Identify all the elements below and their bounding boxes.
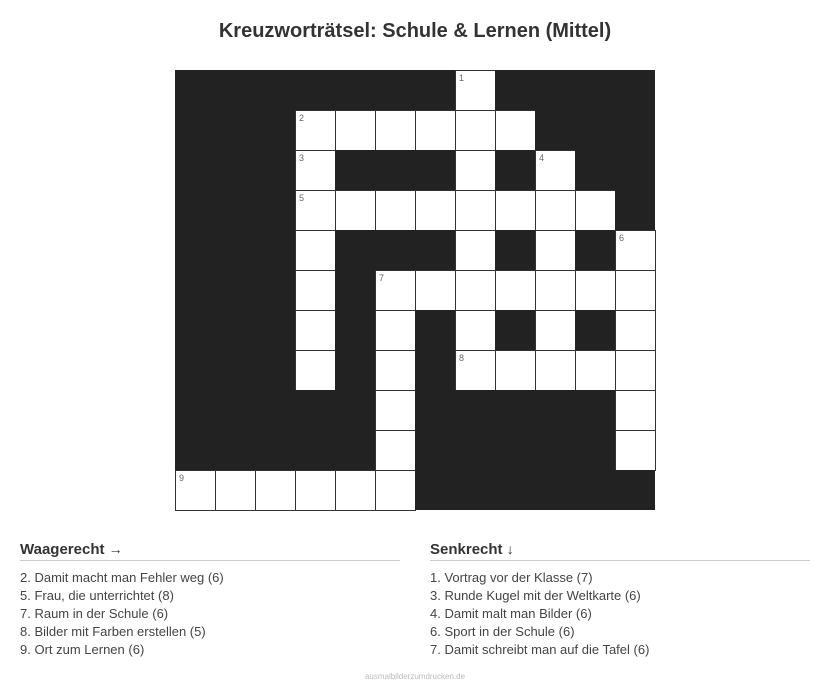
crossword-block	[535, 470, 575, 510]
crossword-block	[535, 110, 575, 150]
crossword-block	[375, 70, 415, 110]
crossword-cell[interactable]	[255, 470, 296, 511]
crossword-cell[interactable]	[455, 310, 496, 351]
crossword-cell[interactable]	[375, 390, 416, 431]
across-clues	[20, 541, 400, 659]
crossword-cell[interactable]	[295, 150, 336, 191]
crossword-cell[interactable]	[495, 190, 536, 231]
across-clue: 9. Ort zum Lernen (6)	[20, 642, 145, 657]
crossword-cell[interactable]	[375, 190, 416, 231]
across-clue: 2. Damit macht man Fehler weg (6)	[20, 570, 224, 585]
crossword-block	[575, 390, 615, 430]
crossword-block	[215, 390, 255, 430]
crossword-cell[interactable]	[455, 70, 496, 111]
crossword-block	[415, 470, 455, 510]
crossword-grid	[175, 70, 655, 510]
crossword-block	[575, 470, 615, 510]
crossword-cell[interactable]	[455, 110, 496, 151]
crossword-cell[interactable]	[335, 470, 376, 511]
crossword-cell[interactable]	[535, 350, 576, 391]
crossword-block	[255, 190, 295, 230]
clue-number: 3	[299, 153, 305, 163]
crossword-block	[495, 230, 535, 270]
crossword-cell[interactable]	[455, 190, 496, 231]
crossword-cell[interactable]	[455, 230, 496, 271]
crossword-cell[interactable]	[415, 270, 456, 311]
crossword-block	[255, 110, 295, 150]
crossword-block	[575, 70, 615, 110]
crossword-block	[255, 430, 295, 470]
crossword-block	[415, 230, 455, 270]
down-heading-label: Senkrecht	[430, 541, 503, 558]
crossword-cell[interactable]	[535, 310, 576, 351]
crossword-cell[interactable]	[295, 310, 336, 351]
crossword-cell[interactable]	[615, 390, 656, 431]
crossword-block	[495, 310, 535, 350]
crossword-block	[415, 350, 455, 390]
across-heading	[20, 541, 400, 561]
crossword-cell[interactable]	[375, 310, 416, 351]
crossword-block	[615, 110, 655, 150]
crossword-block	[255, 70, 295, 110]
crossword-cell[interactable]	[575, 270, 616, 311]
crossword-cell[interactable]	[575, 190, 616, 231]
arrow-down-icon: ↓	[506, 541, 514, 557]
crossword-block	[615, 190, 655, 230]
crossword-cell[interactable]	[335, 190, 376, 231]
crossword-block	[335, 150, 375, 190]
crossword-block	[615, 150, 655, 190]
crossword-block	[535, 430, 575, 470]
crossword-cell[interactable]	[615, 310, 656, 351]
down-clue: 7. Damit schreibt man auf die Tafel (6)	[430, 642, 650, 657]
crossword-block	[575, 310, 615, 350]
crossword-block	[575, 110, 615, 150]
crossword-cell[interactable]	[495, 110, 536, 151]
crossword-block	[415, 70, 455, 110]
crossword-cell[interactable]	[615, 270, 656, 311]
crossword-cell[interactable]	[375, 350, 416, 391]
down-clue: 6. Sport in der Schule (6)	[430, 624, 575, 639]
crossword-cell[interactable]	[455, 350, 496, 391]
crossword-block	[255, 230, 295, 270]
crossword-block	[335, 70, 375, 110]
across-clue: 5. Frau, die unterrichtet (8)	[20, 588, 174, 603]
crossword-cell[interactable]	[175, 470, 216, 511]
crossword-cell[interactable]	[375, 470, 416, 511]
crossword-cell[interactable]	[375, 270, 416, 311]
crossword-block	[495, 390, 535, 430]
crossword-cell[interactable]	[495, 270, 536, 311]
clue-number: 1	[459, 73, 465, 83]
crossword-cell[interactable]	[375, 430, 416, 471]
crossword-block	[415, 150, 455, 190]
arrow-right-icon: →	[108, 541, 123, 557]
crossword-cell[interactable]	[535, 190, 576, 231]
clue-number: 5	[299, 193, 305, 203]
crossword-block	[575, 230, 615, 270]
crossword-block	[455, 430, 495, 470]
clue-number: 6	[619, 233, 625, 243]
crossword-block	[215, 150, 255, 190]
clue-number: 8	[459, 353, 465, 363]
crossword-block	[335, 390, 375, 430]
crossword-cell[interactable]	[615, 430, 656, 471]
crossword-cell[interactable]	[415, 190, 456, 231]
crossword-block	[175, 390, 215, 430]
crossword-block	[415, 390, 455, 430]
crossword-block	[335, 430, 375, 470]
crossword-cell[interactable]	[615, 350, 656, 391]
crossword-block	[415, 310, 455, 350]
down-clue: 4. Damit malt man Bilder (6)	[430, 606, 592, 621]
across-clue: 7. Raum in der Schule (6)	[20, 606, 169, 621]
crossword-block	[255, 350, 295, 390]
crossword-block	[175, 190, 215, 230]
clue-number: 7	[379, 273, 385, 283]
crossword-block	[215, 70, 255, 110]
crossword-cell[interactable]	[415, 110, 456, 151]
down-clue: 1. Vortrag vor der Klasse (7)	[430, 570, 593, 585]
crossword-block	[495, 430, 535, 470]
crossword-block	[495, 470, 535, 510]
crossword-cell[interactable]	[535, 150, 576, 191]
crossword-block	[495, 70, 535, 110]
crossword-block	[175, 70, 215, 110]
crossword-block	[295, 390, 335, 430]
crossword-block	[175, 430, 215, 470]
crossword-block	[415, 430, 455, 470]
crossword-cell[interactable]	[535, 230, 576, 271]
crossword-cell[interactable]	[495, 350, 536, 391]
crossword-cell[interactable]	[295, 190, 336, 231]
crossword-block	[575, 430, 615, 470]
crossword-block	[335, 310, 375, 350]
crossword-block	[215, 430, 255, 470]
crossword-cell[interactable]	[295, 350, 336, 391]
crossword-block	[375, 230, 415, 270]
crossword-block	[255, 390, 295, 430]
across-heading-label: Waagerecht	[20, 541, 105, 558]
crossword-block	[175, 310, 215, 350]
crossword-block	[295, 70, 335, 110]
crossword-block	[295, 430, 335, 470]
crossword-block	[615, 70, 655, 110]
crossword-cell[interactable]	[295, 270, 336, 311]
crossword-block	[175, 110, 215, 150]
crossword-block	[535, 390, 575, 430]
clue-number: 4	[539, 153, 545, 163]
crossword-block	[215, 230, 255, 270]
down-clue: 3. Runde Kugel mit der Weltkarte (6)	[430, 588, 641, 603]
crossword-block	[375, 150, 415, 190]
crossword-block	[175, 270, 215, 310]
crossword-block	[255, 310, 295, 350]
clue-number: 2	[299, 113, 305, 123]
crossword-block	[215, 310, 255, 350]
crossword-block	[335, 230, 375, 270]
crossword-block	[215, 190, 255, 230]
crossword-cell[interactable]	[215, 470, 256, 511]
crossword-cell[interactable]	[535, 270, 576, 311]
crossword-block	[335, 270, 375, 310]
footer-watermark: ausmalbilderzumdrucken.de	[364, 672, 466, 681]
crossword-block	[255, 270, 295, 310]
down-clues	[430, 541, 810, 659]
crossword-block	[175, 150, 215, 190]
crossword-cell[interactable]	[295, 230, 336, 271]
crossword-block	[215, 350, 255, 390]
across-clue: 8. Bilder mit Farben erstellen (5)	[20, 624, 206, 639]
crossword-cell[interactable]	[295, 470, 336, 511]
crossword-block	[215, 110, 255, 150]
crossword-block	[335, 350, 375, 390]
clue-number: 9	[179, 473, 185, 483]
crossword-block	[175, 350, 215, 390]
crossword-block	[455, 470, 495, 510]
crossword-block	[175, 230, 215, 270]
crossword-block	[255, 150, 295, 190]
crossword-block	[575, 150, 615, 190]
crossword-cell[interactable]	[375, 110, 416, 151]
crossword-block	[535, 70, 575, 110]
crossword-cell[interactable]	[575, 350, 616, 391]
down-heading	[430, 541, 810, 561]
crossword-block	[215, 270, 255, 310]
crossword-cell[interactable]	[335, 110, 376, 151]
crossword-block	[495, 150, 535, 190]
crossword-block	[615, 470, 655, 510]
crossword-cell[interactable]	[455, 270, 496, 311]
crossword-cell[interactable]	[295, 110, 336, 151]
page-title: Kreuzworträtsel: Schule & Lernen (Mittel)	[218, 20, 612, 42]
crossword-block	[455, 390, 495, 430]
crossword-cell[interactable]	[455, 150, 496, 191]
crossword-cell[interactable]	[615, 230, 656, 271]
